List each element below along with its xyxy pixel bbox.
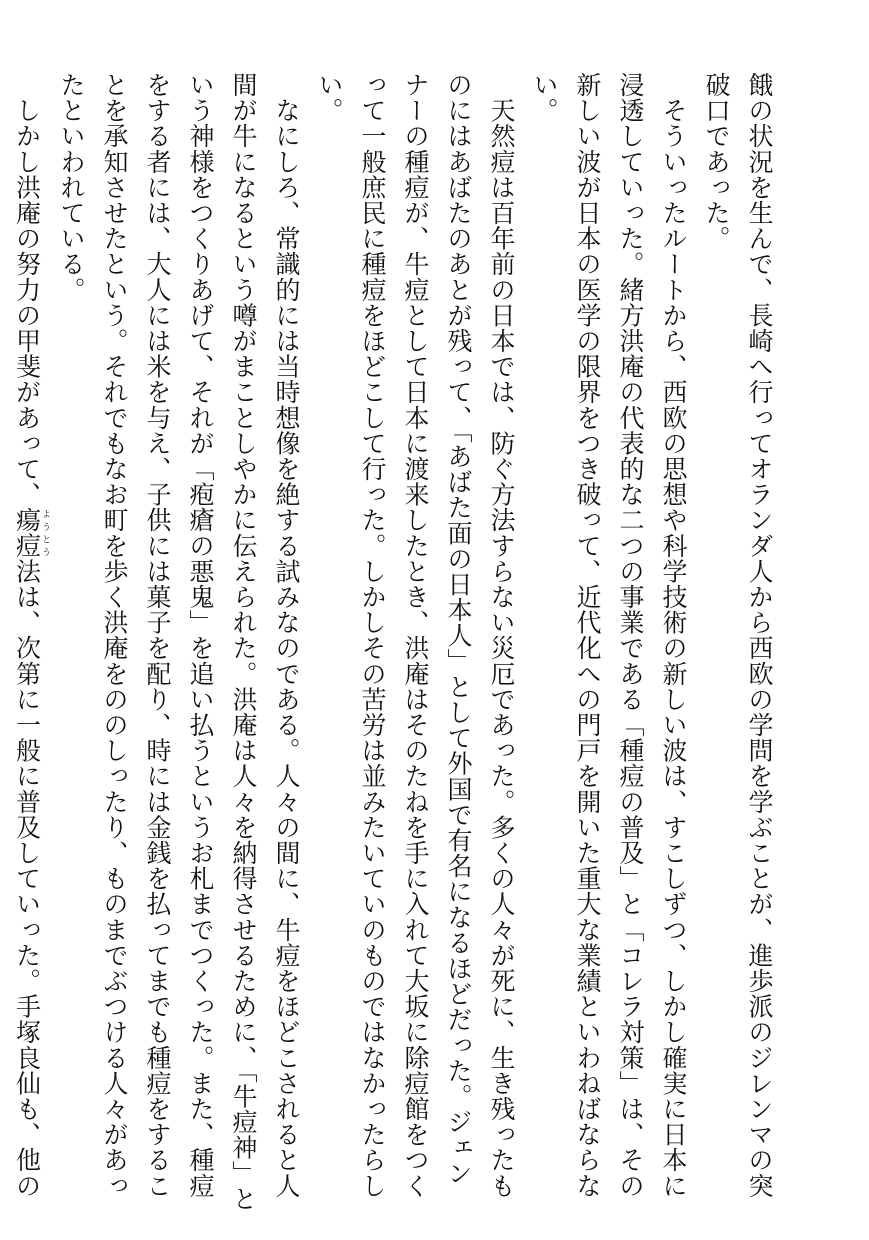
text-line-4: 浸透していった。緒方洪庵の代表的な二つの事業である「種痘の普及」と「コレラ対策」は、その [616, 72, 645, 1199]
ruby-reading: ようとう [40, 507, 50, 559]
text-line-7: 天然痘は百年前の日本では、防ぐ方法すらない災厄であった。多くの人々が死に、生き残ったも [487, 72, 516, 1199]
ruby-word [12, 507, 50, 559]
text-line-18 [6, 72, 51, 1199]
text-line-1: 餓の状況を生んで、長崎へ行ってオランダ人から西欧の学問を学ぶことが、進歩派のジレンマの突 [745, 72, 774, 1199]
ruby-base: 瘍痘 [12, 507, 42, 559]
text-line-10: って一般庶民に種痘をほどこして行った。しかしその苦労は並みたいていのものではなかったらし [358, 72, 387, 1199]
text-line-13: 間が牛になるという噂がまことしやかに伝えられた。洪庵は人々を納得させるために、「牛痘神」と [229, 72, 258, 1212]
text-line-3: そういったルートから、西欧の思想や科学技術の新しい波は、すこしずつ、しかし確実に日本に [659, 72, 688, 1199]
ruby-line-after: 法は、次第に一般に普及していった。手塚良仙も、他の [12, 558, 42, 1199]
text-line-14: いう神様をつくりあげて、それが「疱瘡の悪鬼」を追い払うというお札までつくった。また、種痘 [186, 72, 215, 1199]
text-line-17: たといわれている。 [57, 72, 86, 303]
text-line-11: い。 [315, 72, 344, 124]
text-line-19 [0, 72, 6, 1182]
text-line-6: い。 [530, 72, 559, 124]
text-line-8: のにはあばたのあとが残って、「あばた面の日本人」として外国で有名になるほどだった。ジェン [444, 72, 473, 1186]
ruby-line-before: しかし洪庵の努力の甲斐があって、 [12, 72, 42, 508]
text-line-16: とを承知させたという。それでもなお町を歩く洪庵をののしったり、ものまでぶつける人々があっ [100, 72, 129, 1199]
vertical-text-body [0, 72, 781, 1212]
text-line-12: なにしろ、常識的には当時想像を絶する試みなのである。人々の間に、牛痘をほどこされると人 [272, 72, 301, 1199]
text-line-2: 破口であった。 [702, 72, 731, 252]
text-line-5: 新しい波が日本の医学の限界をつき破って、近代化への門戸を開いた重大な業績といわねばならな [573, 72, 602, 1199]
text-line-9: ナーの種痘が、牛痘として日本に渡来したとき、洪庵はそのたねを手に入れて大坂に除痘館をつく [401, 72, 430, 1199]
text-line-15: をする者には、大人には米を与え、子供には菓子を配り、時には金銭を払ってまでも種痘をするこ [143, 72, 172, 1199]
